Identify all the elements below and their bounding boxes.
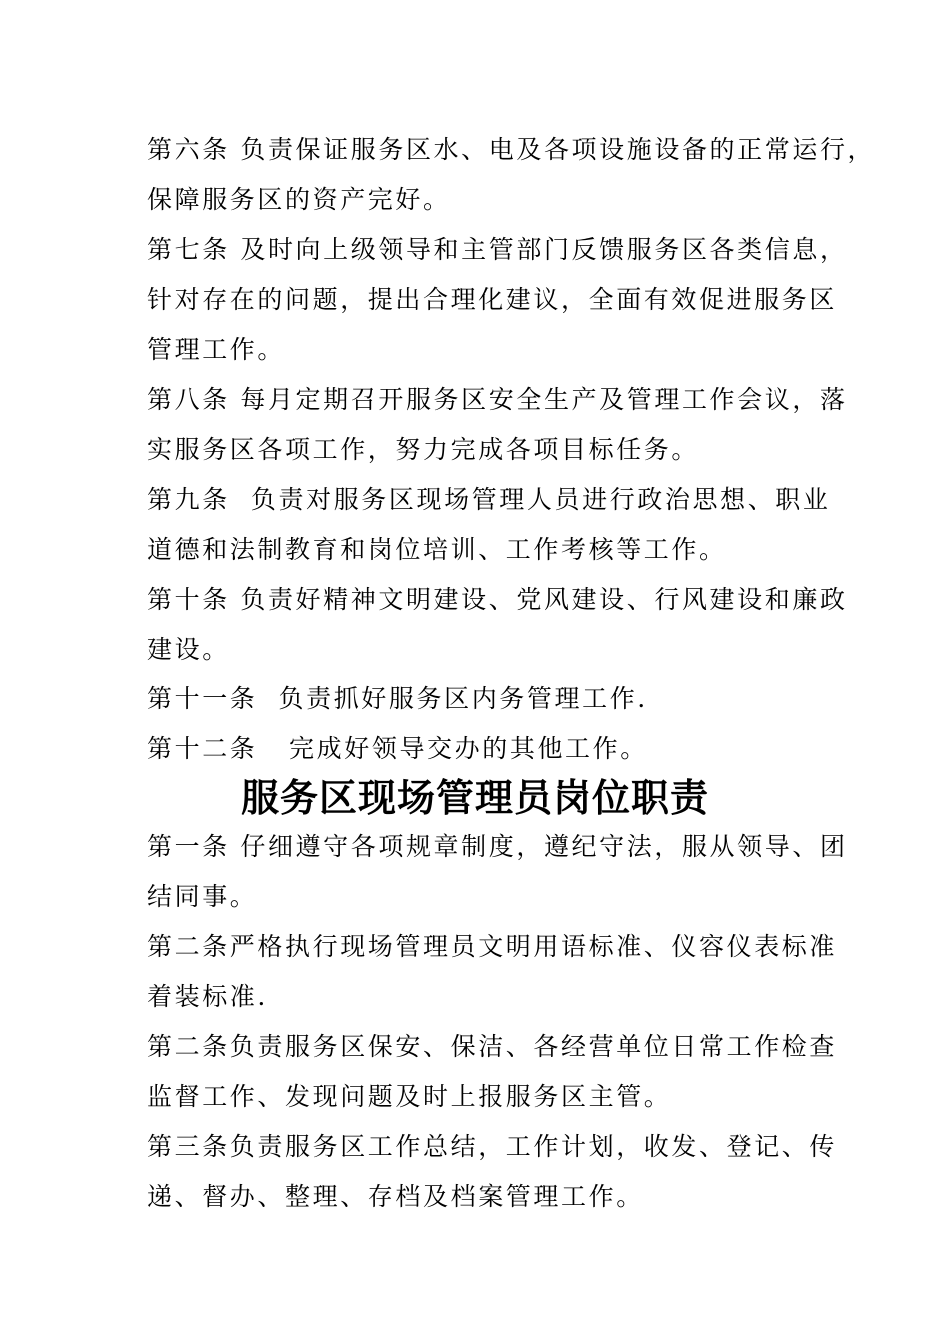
text-line: 递、督办、整理、存档及档案管理工作。: [147, 1182, 644, 1211]
text-line: 第一条 仔细遵守各项规章制度，遵纪守法，服从领导、团: [147, 832, 848, 861]
text-line: 第八条 每月定期召开服务区安全生产及管理工作会议，落: [147, 385, 848, 414]
text-line: 道德和法制教育和岗位培训、工作考核等工作。: [147, 535, 727, 564]
text-line: 第九条 负责对服务区现场管理人员进行政治思想、职业: [147, 485, 831, 514]
text-line: 针对存在的问题，提出合理化建议，全面有效促进服务区: [147, 285, 838, 314]
section-heading: 服务区现场管理员岗位职责: [240, 776, 709, 820]
text-line: 第十条 负责好精神文明建设、党风建设、行风建设和廉政: [147, 585, 848, 614]
text-line: 第十二条 完成好领导交办的其他工作。: [147, 734, 648, 763]
text-line: 第十一条 负责抓好服务区内务管理工作.: [147, 684, 648, 713]
text-line: 监督工作、发现问题及时上报服务区主管。: [147, 1082, 672, 1111]
text-line: 着装标准.: [147, 982, 268, 1011]
text-line: 第六条 负责保证服务区水、电及各项设施设备的正常运行，: [147, 135, 876, 164]
text-line: 第二条负责服务区保安、保洁、各经营单位日常工作检查: [147, 1032, 838, 1061]
text-line: 建设。: [147, 635, 230, 664]
text-line: 第三条负责服务区工作总结，工作计划，收发、登记、传: [147, 1132, 838, 1161]
text-line: 保障服务区的资产完好。: [147, 185, 451, 214]
text-line: 结同事。: [147, 882, 258, 911]
text-line: 管理工作。: [147, 335, 286, 364]
text-line: 第二条严格执行现场管理员文明用语标准、仪容仪表标准: [147, 932, 838, 961]
text-line: 实服务区各项工作，努力完成各项目标任务。: [147, 435, 700, 464]
text-line: 第七条 及时向上级领导和主管部门反馈服务区各类信息，: [147, 235, 848, 264]
